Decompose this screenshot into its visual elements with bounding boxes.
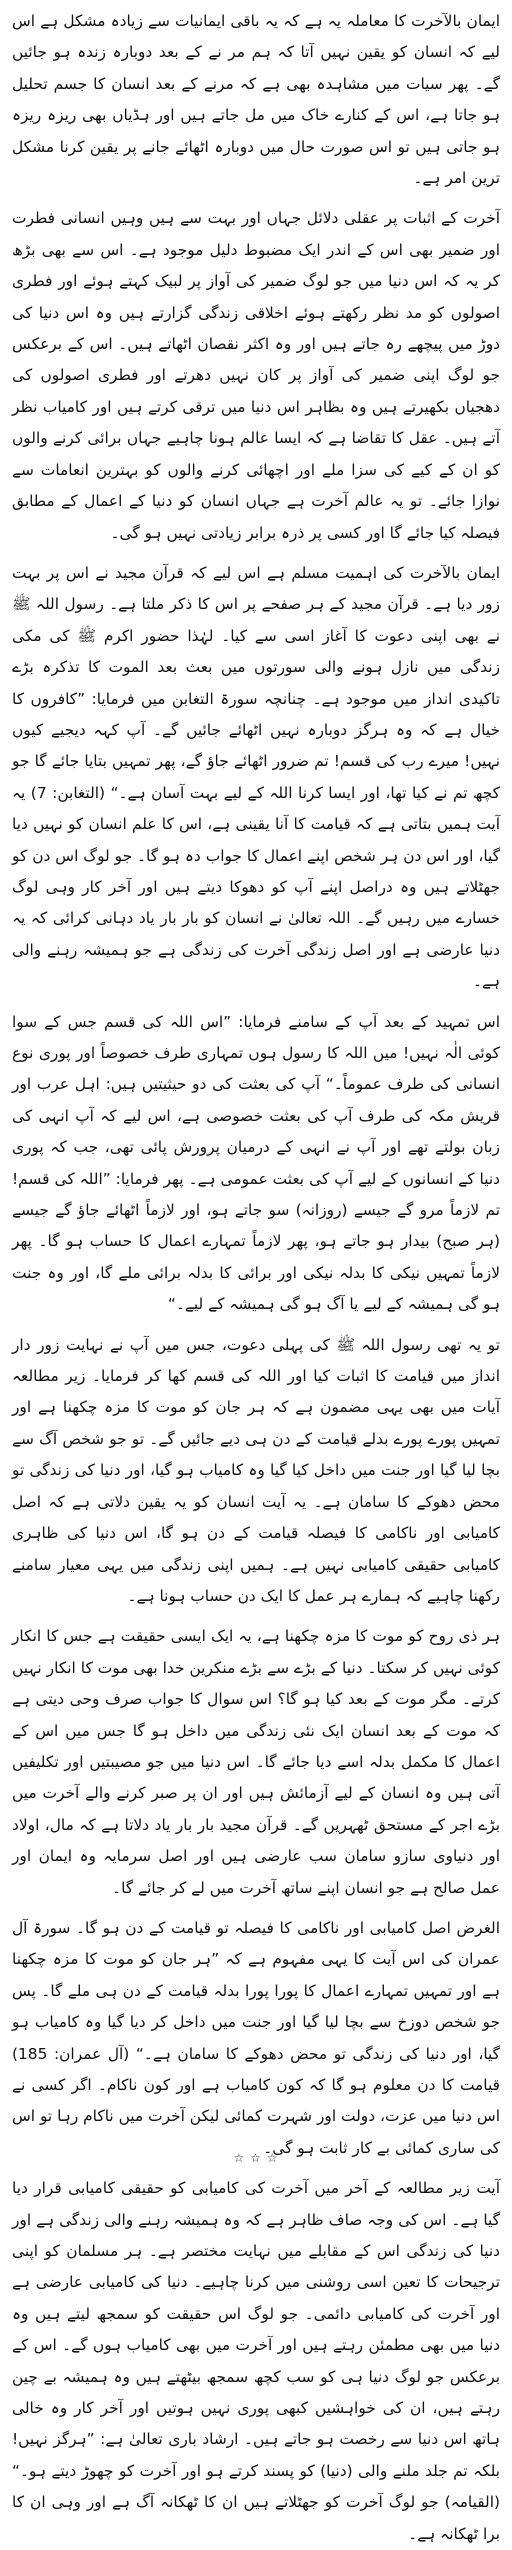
paragraph: ایمان بالآخرت کی اہمیت مسلم ہے اس لیے کہ قرآن مجید نے اس پر بہت زور دیا ہے۔ قرآن مجید کے ہر صفحے پر اس کا ذکر ملتا ہے۔ رسول اللہ ﷺ نے بھی اپنی دعوت کا آغاز اسی سے کیا۔ لہٰذا حضور اکرم ﷺ کی مکی زندگی میں نازل ہونے والی سورتوں میں بعث بعد الموت کا تذکرہ بڑے تاکیدی انداز میں موجود ہے۔ چنانچہ سورۃ التغابن میں فرمایا: ”کافروں کا خیال ہے کہ وہ ہرگز دوبارہ نہیں اٹھائے جائیں گے۔ آپ کہہ دیجیے کیوں نہیں! میرے رب کی قسم! تم ضرور اٹھائے جاؤ گے، پھر تمہیں بتایا جائے گا جو کچھ تم نے کیا تھا، اور ایسا کرنا اللہ کے لیے بہت آسان ہے۔“ (التغابن: 7) یہ آیت ہمیں بتاتی ہے کہ قیامت کا آنا یقینی ہے، اس کا علم انسان کو نہیں دیا گیا، اور اس دن ہر شخص اپنے اعمال کا جواب دہ ہو گا۔ جو لوگ اس دن کو جھٹلاتے ہیں وہ دراصل اپنے آپ کو دھوکا دیتے ہیں اور آخر کار وہی لوگ خسارے میں رہیں گے۔ اللہ تعالیٰ نے انسان کو بار بار یاد دہانی کرائی کہ یہ دنیا عارضی ہے اور اصل زندگی آخرت کی زندگی ہے جو ہمیشہ رہنے والی ہے۔	[12, 563, 500, 991]
paragraph: آیت زیر مطالعہ کے آخر میں آخرت کی کامیابی کو حقیقی کامیابی قرار دیا گیا ہے۔ اس کی وجہ صاف ظاہر ہے کہ وہ ہمیشہ رہنے والی زندگی ہے اور دنیا کی زندگی اس کے مقابلے میں نہایت مختصر ہے۔ ہر مسلمان کو اپنی ترجیحات کا تعین اسی روشنی میں کرنا چاہیے۔ دنیا کی کامیابی عارضی ہے اور آخرت کی کامیابی دائمی۔ جو لوگ اس حقیقت کو سمجھ لیتے ہیں وہ دنیا میں بھی مطمئن رہتے ہیں اور آخرت میں بھی کامیاب ہوں گے۔ اس کے برعکس جو لوگ دنیا ہی کو سب کچھ سمجھ بیٹھتے ہیں وہ ہمیشہ بے چین رہتے ہیں، ان کی خواہشیں کبھی پوری نہیں ہوتیں اور آخر کار وہ خالی ہاتھ اس دنیا سے رخصت ہو جاتے ہیں۔ ارشاد باری تعالیٰ ہے: ”ہرگز نہیں! بلکہ تم جلد ملنے والی (دنیا) کو پسند کرتے ہو اور آخرت کو چھوڑ دیتے ہو۔“ (القیامہ) جو لوگ آخرت کو جھٹلاتے ہیں ان کا ٹھکانہ آگ ہے اور وہی ان کا برا ٹھکانہ ہے۔	[12, 2179, 500, 2543]
paragraph: تو یہ تھی رسول اللہ ﷺ کی پہلی دعوت، جس میں آپ نے نہایت زور دار انداز میں قیامت کا اثبات کیا اور اللہ کی قسم کھا کر فرمایا۔ زیر مطالعہ آیات میں بھی یہی مضمون ہے کہ ہر جان کو موت کا مزہ چکھنا ہے اور تمہیں پورے پورے بدلے قیامت کے دن ہی دیے جائیں گے۔ تو جو شخص آگ سے بچا لیا گیا اور جنت میں داخل کیا گیا وہ کامیاب ہو گیا، اور دنیا کی زندگی تو محض دھوکے کا سامان ہے۔ یہ آیت انسان کو یہ یقین دلاتی ہے کہ اصل کامیابی اور ناکامی کا فیصلہ قیامت کے دن ہو گا، اس دنیا کی ظاہری کامیابی حقیقی کامیابی نہیں ہے۔ ہمیں اپنی زندگی میں یہی معیار سامنے رکھنا چاہیے کہ ہمارے ہر عمل کا ایک دن حساب ہونا ہے۔	[12, 1335, 500, 1605]
end-ornament-stars: ☆ ☆ ☆	[233, 2151, 279, 2165]
paragraph: آخرت کے اثبات پر عقلی دلائل جہاں اور بہت سے ہیں وہیں انسانی فطرت اور ضمیر بھی اس کے اندر ایک مضبوط دلیل موجود ہے۔ اس سے بھی بڑھ کر یہ کہ اس دنیا میں جو لوگ ضمیر کی آواز پر لبیک کہتے ہوئے اور فطری اصولوں کو مد نظر رکھتے ہوئے اخلاقی زندگی گزارتے ہیں وہ اس دنیا کی دوڑ میں پیچھے رہ جاتے ہیں اور وہ اکثر نقصان اٹھاتے ہیں۔ اس کے برعکس جو لوگ اپنی ضمیر کی آواز پر کان نہیں دھرتے اور فطری اصولوں کی دھجیاں بکھیرتے ہیں وہ بظاہر اس دنیا میں ترقی کرتے ہیں اور کامیاب نظر آتے ہیں۔ عقل کا تقاضا ہے کہ ایسا عالم ہونا چاہیے جہاں برائی کرنے والوں کو ان کے کیے کی سزا ملے اور اچھائی کرنے والوں کو بہترین انعامات سے نوازا جائے۔ تو یہ عالم آخرت ہے جہاں انسان کو دنیا کے اعمال کے مطابق فیصلہ کیا جائے گا اور کسی پر ذرہ برابر زیادتی نہیں ہو گی۔	[12, 209, 500, 542]
paragraph: ہر ذی روح کو موت کا مزہ چکھنا ہے، یہ ایک ایسی حقیقت ہے جس کا انکار کوئی نہیں کر سکتا۔ دنیا کے بڑے سے بڑے منکرین خدا بھی موت کا انکار نہیں کرتے۔ مگر موت کے بعد کیا ہو گا؟ اس سوال کا جواب صرف وحی دیتی ہے کہ موت کے بعد انسان ایک نئی زندگی میں داخل ہو گا جس میں اس کے اعمال کا مکمل بدلہ اسے دیا جائے گا۔ اس دنیا میں جو مصیبتیں اور تکلیفیں آتی ہیں وہ انسان کے لیے آزمائش ہیں اور ان پر صبر کرنے والے آخرت میں بڑے اجر کے مستحق ٹھہریں گے۔ قرآن مجید بار بار یاد دلاتا ہے کہ مال، اولاد اور دنیاوی سازو سامان سب عارضی ہیں اور اصل سرمایہ وہ ایمان اور عمل صالح ہے جو انسان اپنے ساتھ آخرت میں لے کر جائے گا۔	[12, 1627, 500, 1897]
paragraph: ایمان بالآخرت کا معاملہ یہ ہے کہ یہ باقی ایمانیات سے زیادہ مشکل ہے اس لیے کہ انسان کو یقین نہیں آتا کہ ہم مر نے کے بعد دوبارہ زندہ ہو جائیں گے۔ پھر سیات میں مشاہدہ بھی ہے کہ مرنے کے بعد انسان کا جسم تحلیل ہو جاتا ہے، اس کے کنارے خاک میں مل جاتے ہیں اور ہڈیاں بھی ریزہ ریزہ ہو جاتی ہیں تو اس صورت حال میں دوبارہ اٹھائے جانے پر یقین کرنا مشکل ترین امر ہے۔	[12, 12, 500, 188]
paragraph: اس تمہید کے بعد آپ کے سامنے فرمایا: ”اس اللہ کی قسم جس کے سوا کوئی الٰہ نہیں! میں اللہ کا رسول ہوں تمہاری طرف خصوصاً اور پوری نوع انسانی کی طرف عموماً۔“ آپ کی بعثت کی دو حیثیتیں ہیں: اہل عرب اور قریش مکہ کی طرف آپ کی بعثت خصوصی ہے، اس لیے کہ آپ انہی کی زبان بولتے تھے اور آپ نے انہی کے درمیان پرورش پائی تھی، جب کہ پوری دنیا کے انسانوں کے لیے آپ کی بعثت عمومی ہے۔ پھر فرمایا: ”اللہ کی قسم! تم لازماً مرو گے جیسے (روزانہ) سو جاتے ہو، اور لازماً اٹھائے جاؤ گے جیسے (ہر صبح) بیدار ہو جاتے ہو، پھر لازماً تمہارے اعمال کا حساب ہو گا۔ پھر لازماً تمہیں نیکی کا بدلہ نیکی اور برائی کا بدلہ برائی ملے گا، اور وہ جنت ہو گی ہمیشہ کے لیے یا آگ ہو گی ہمیشہ کے لیے۔“	[12, 1012, 500, 1314]
paragraph: الغرض اصل کامیابی اور ناکامی کا فیصلہ تو قیامت کے دن ہو گا۔ سورۃ آل عمران کی اس آیت کا یہی مفہوم ہے کہ ”ہر جان کو موت کا مزہ چکھنا ہے اور تمہیں تمہارے اعمال کا پورا پورا بدلہ قیامت کے دن ہی ملے گا۔ پس جو شخص دوزخ سے بچا لیا گیا اور جنت میں داخل کر دیا گیا وہ کامیاب ہو گیا، اور دنیا کی زندگی تو محض دھوکے کا سامان ہے۔“ (آل عمران: 185) قیامت کا دن معلوم ہو گا کہ کون کامیاب ہے اور کون ناکام۔ اگر کسی نے اس دنیا میں عزت، دولت اور شہرت کمائی لیکن آخرت میں ناکام رہا تو اس کی ساری کمائی بے کار ثابت ہو گی۔	[12, 1918, 500, 2157]
